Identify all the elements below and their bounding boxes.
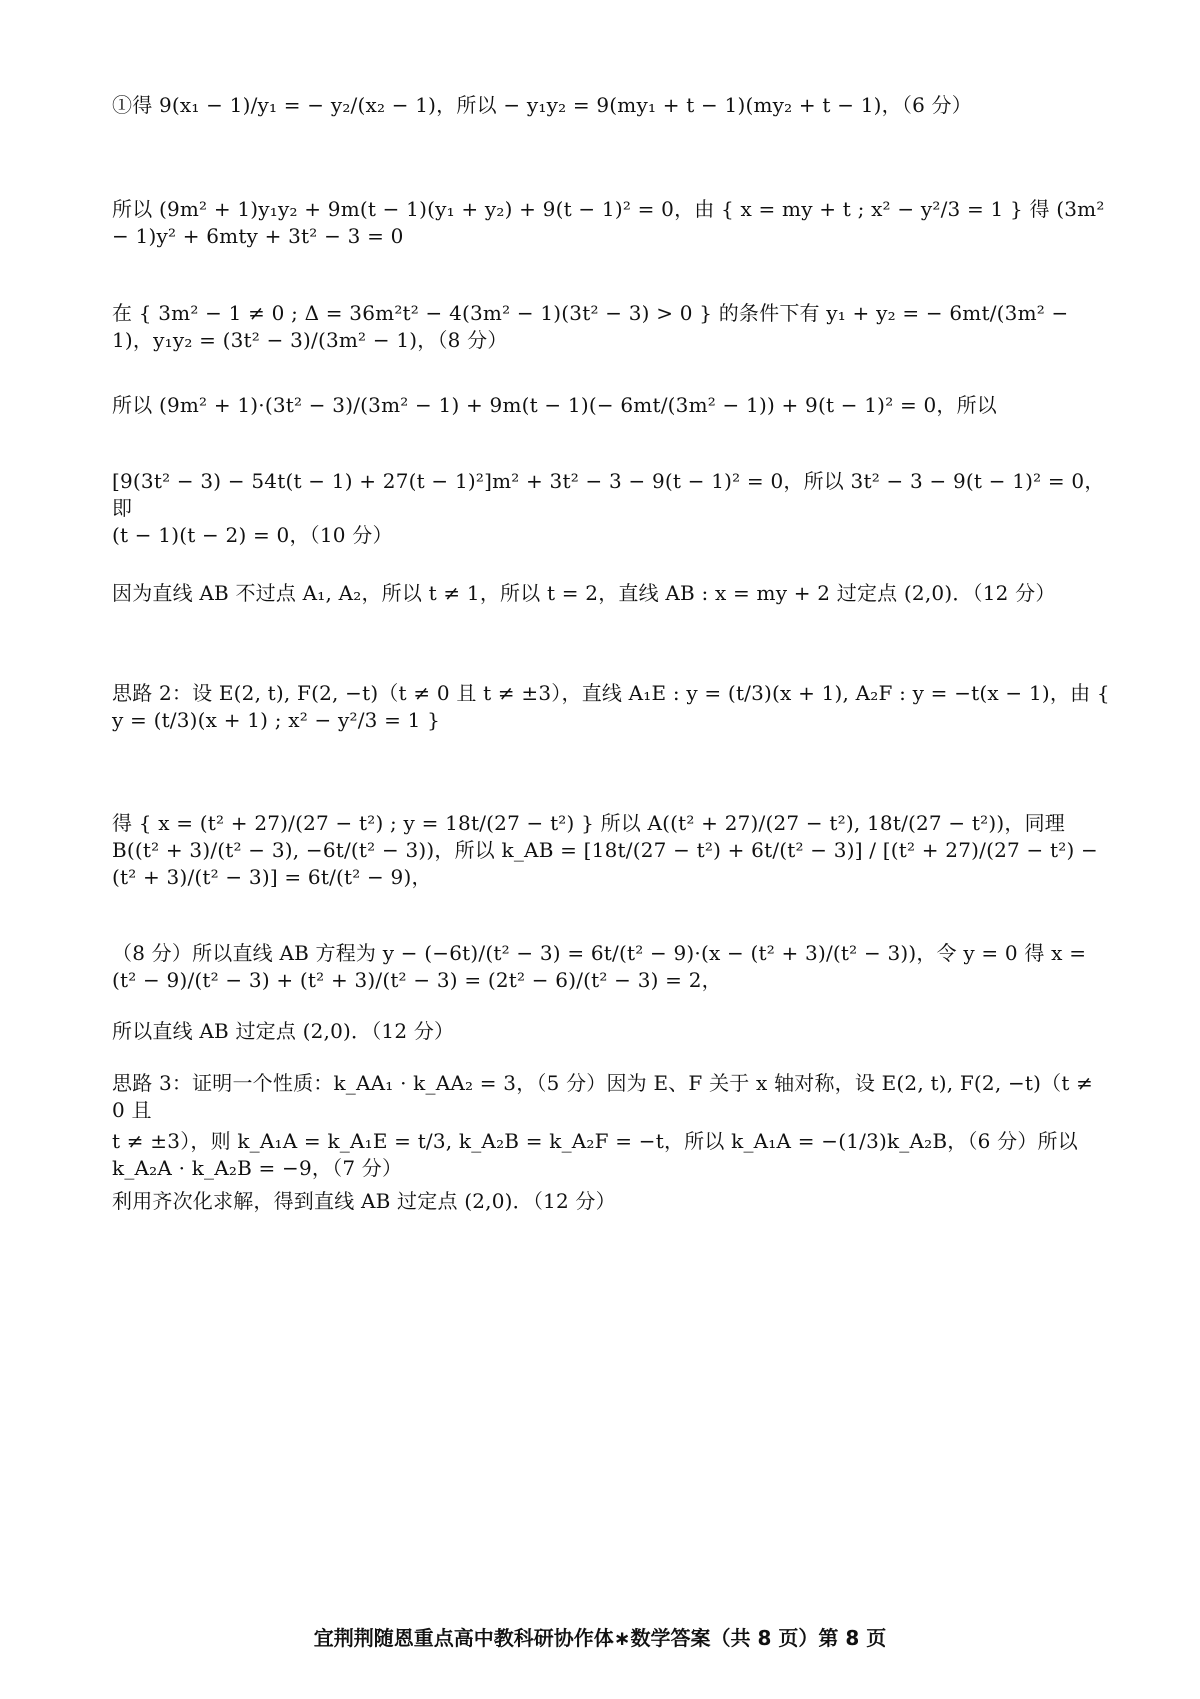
text-line-1: ①得 9(x₁ − 1)/y₁ = − y₂/(x₂ − 1)，所以 − y₁y₂ = 9(my₁ + t − 1)(my₂ + t − 1)，（6 分）	[112, 93, 972, 117]
text-line-9: 得 { x = (t² + 27)/(27 − t²) ; y = 18t/(27 − t²) } 所以 A((t² + 27)/(27 − t²), 18t/(27 − t²))，同理 B((t² + 3)/(t² − 3), −6t/(t² − 3))，所以 k_AB = [18t/(27 − t²) + 6t/(t² − 3)] / [(t² + 27)/(27 − t²) − (t² + 3)/(t² − 3)] = 6t/(t² − 9)，	[112, 811, 1105, 889]
text-line-13: t ≠ ±3），则 k_A₁A = k_A₁E = t/3, k_A₂B = k_A₂F = −t，所以 k_A₁A = −(1/3)k_A₂B，（6 分）所以 k_A₂A · k_A₂B = −9，（7 分）	[112, 1129, 1085, 1180]
text-line-8: 思路 2：设 E(2, t), F(2, −t)（t ≠ 0 且 t ≠ ±3），直线 A₁E : y = (t/3)(x + 1), A₂F : y = −t(x − 1)，由 { y = (t/3)(x + 1) ; x² − y²/3 = 1 }	[112, 681, 1117, 732]
text-line-5: [9(3t² − 3) − 54t(t − 1) + 27(t − 1)²]m² + 3t² − 3 − 9(t − 1)² = 0，所以 3t² − 3 − 9(t − 1)² = 0，即	[112, 469, 1105, 520]
text-line-6: (t − 1)(t − 2) = 0，（10 分）	[112, 523, 393, 547]
text-line-14: 利用齐次化求解，得到直线 AB 过定点 (2,0)．（12 分）	[112, 1189, 616, 1213]
text-line-3: 在 { 3m² − 1 ≠ 0 ; Δ = 36m²t² − 4(3m² − 1)(3t² − 3) > 0 } 的条件下有 y₁ + y₂ = − 6mt/(3m² − 1)，y₁y₂ = (3t² − 3)/(3m² − 1)，（8 分）	[112, 301, 1076, 352]
page-footer: 宜荆荆随恩重点高中教科研协作体∗数学答案（共 8 页）第 8 页	[313, 1626, 887, 1650]
text-line-4: 所以 (9m² + 1)·(3t² − 3)/(3m² − 1) + 9m(t − 1)(− 6mt/(3m² − 1)) + 9(t − 1)² = 0，所以	[112, 393, 998, 417]
text-line-11: 所以直线 AB 过定点 (2,0)．（12 分）	[112, 1019, 455, 1043]
text-line-12: 思路 3：证明一个性质：k_AA₁ · k_AA₂ = 3，（5 分）因为 E、F 关于 x 轴对称，设 E(2, t), F(2, −t)（t ≠ 0 且	[112, 1071, 1100, 1122]
text-line-2: 所以 (9m² + 1)y₁y₂ + 9m(t − 1)(y₁ + y₂) + 9(t − 1)² = 0，由 { x = my + t ; x² − y²/3 = 1 } 得 (3m² − 1)y² + 6mty + 3t² − 3 = 0	[112, 197, 1112, 248]
text-line-7: 因为直线 AB 不过点 A₁, A₂，所以 t ≠ 1，所以 t = 2，直线 AB : x = my + 2 过定点 (2,0)．（12 分）	[112, 581, 1056, 605]
text-line-10: （8 分）所以直线 AB 方程为 y − (−6t)/(t² − 3) = 6t/(t² − 9)·(x − (t² + 3)/(t² − 3))，令 y = 0 得 x = (t² − 9)/(t² − 3) + (t² + 3)/(t² − 3) = (2t² − 6)/(t² − 3) = 2，	[112, 941, 1093, 992]
